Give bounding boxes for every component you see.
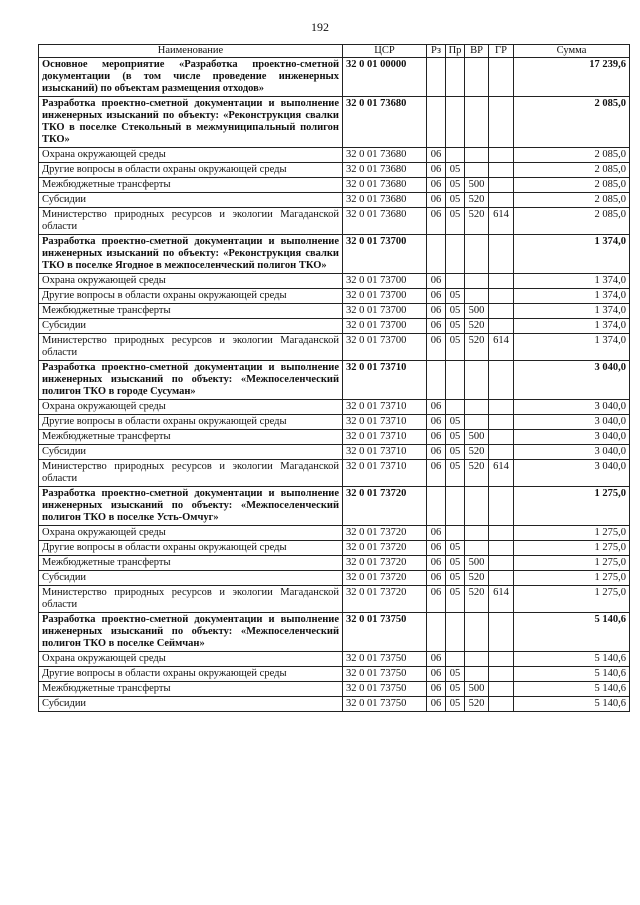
cell-pr [446,526,465,541]
cell-vr: 500 [465,304,489,319]
cell-name: Охрана окружающей среды [39,652,343,667]
cell-sum: 2 085,0 [514,208,630,235]
cell-gr [489,289,514,304]
table-header-row [39,45,630,58]
cell-csr: 32 0 01 73680 [343,97,427,148]
cell-gr: 614 [489,208,514,235]
cell-rz: 06 [427,445,446,460]
cell-csr: 32 0 01 73750 [343,613,427,652]
cell-rz: 06 [427,400,446,415]
cell-vr: 520 [465,697,489,712]
cell-gr: 614 [489,586,514,613]
table-row [39,319,630,334]
cell-sum: 2 085,0 [514,193,630,208]
cell-vr: 520 [465,445,489,460]
cell-name: Охрана окружающей среды [39,274,343,289]
header-rz: Рз [427,45,446,58]
cell-vr [465,487,489,526]
cell-name: Субсидии [39,193,343,208]
cell-csr: 32 0 01 73720 [343,541,427,556]
cell-pr: 05 [446,289,465,304]
cell-gr [489,304,514,319]
cell-csr: 32 0 01 73680 [343,208,427,235]
cell-rz: 06 [427,652,446,667]
cell-csr: 32 0 01 73700 [343,274,427,289]
cell-sum: 1 374,0 [514,319,630,334]
table-row [39,586,630,613]
cell-rz: 06 [427,571,446,586]
cell-rz [427,613,446,652]
cell-csr: 32 0 01 73700 [343,289,427,304]
cell-pr: 05 [446,178,465,193]
header-csr: ЦСР [343,45,427,58]
cell-pr: 05 [446,208,465,235]
table-row [39,361,630,400]
cell-gr [489,526,514,541]
cell-sum: 1 275,0 [514,541,630,556]
cell-csr: 32 0 01 73750 [343,682,427,697]
cell-vr: 500 [465,430,489,445]
cell-pr: 05 [446,334,465,361]
cell-name: Разработка проектно-сметной документации и выполнение инженерных изысканий по объекту: «Реконструкция свалки ТКО в поселке Ягодное в межпоселенческий полигон ТКО» [39,235,343,274]
cell-rz: 06 [427,526,446,541]
table-row [39,415,630,430]
cell-pr: 05 [446,193,465,208]
cell-rz: 06 [427,274,446,289]
cell-gr [489,430,514,445]
cell-pr: 05 [446,682,465,697]
cell-rz: 06 [427,319,446,334]
cell-pr [446,613,465,652]
cell-csr: 32 0 01 73710 [343,415,427,430]
table-row [39,682,630,697]
cell-name: Другие вопросы в области охраны окружающей среды [39,289,343,304]
cell-sum: 5 140,6 [514,613,630,652]
cell-vr: 500 [465,178,489,193]
cell-pr [446,652,465,667]
cell-csr: 32 0 01 73720 [343,571,427,586]
cell-name: Разработка проектно-сметной документации и выполнение инженерных изысканий по объекту: «Реконструкция свалки ТКО в поселке Стекольный в межмуниципальный полигон ТКО» [39,97,343,148]
table-row [39,208,630,235]
table-row [39,178,630,193]
cell-gr: 614 [489,334,514,361]
cell-csr: 32 0 01 73750 [343,697,427,712]
cell-rz [427,97,446,148]
table-row [39,97,630,148]
cell-sum: 2 085,0 [514,148,630,163]
cell-gr [489,682,514,697]
cell-sum: 17 239,6 [514,58,630,97]
cell-csr: 32 0 01 73680 [343,163,427,178]
cell-csr: 32 0 01 73750 [343,667,427,682]
cell-name: Министерство природных ресурсов и экологии Магаданской области [39,460,343,487]
table-row [39,235,630,274]
cell-gr [489,613,514,652]
cell-sum: 5 140,6 [514,652,630,667]
cell-sum: 2 085,0 [514,163,630,178]
cell-rz: 06 [427,430,446,445]
cell-pr: 05 [446,430,465,445]
cell-vr [465,97,489,148]
table-row [39,334,630,361]
cell-rz: 06 [427,586,446,613]
cell-name: Другие вопросы в области охраны окружающей среды [39,163,343,178]
cell-name: Межбюджетные трансферты [39,178,343,193]
cell-vr [465,58,489,97]
table-row [39,556,630,571]
cell-sum: 1 374,0 [514,304,630,319]
cell-rz: 06 [427,193,446,208]
cell-vr [465,289,489,304]
cell-sum: 3 040,0 [514,430,630,445]
cell-vr [465,361,489,400]
cell-name: Межбюджетные трансферты [39,430,343,445]
cell-vr [465,415,489,430]
cell-sum: 1 374,0 [514,235,630,274]
cell-csr: 32 0 01 73720 [343,556,427,571]
table-row [39,430,630,445]
cell-rz: 06 [427,667,446,682]
cell-pr: 05 [446,571,465,586]
cell-rz [427,58,446,97]
cell-sum: 5 140,6 [514,697,630,712]
table-row [39,526,630,541]
cell-name: Субсидии [39,697,343,712]
cell-pr [446,361,465,400]
cell-name: Разработка проектно-сметной документации и выполнение инженерных изысканий по объекту: «Межпоселенческий полигон ТКО в поселке Сеймчан» [39,613,343,652]
cell-name: Субсидии [39,319,343,334]
cell-vr: 520 [465,193,489,208]
cell-pr: 05 [446,586,465,613]
table-row [39,667,630,682]
cell-csr: 32 0 01 00000 [343,58,427,97]
header-name: Наименование [39,45,343,58]
table-row [39,193,630,208]
cell-csr: 32 0 01 73720 [343,586,427,613]
cell-vr: 520 [465,319,489,334]
cell-vr: 520 [465,571,489,586]
cell-pr [446,235,465,274]
cell-sum: 1 275,0 [514,571,630,586]
cell-name: Основное мероприятие «Разработка проектно-сметной документации (в том числе проведение инженерных изысканий) по объектам размещения отходов» [39,58,343,97]
cell-rz: 06 [427,682,446,697]
cell-rz: 06 [427,334,446,361]
cell-name: Другие вопросы в области охраны окружающей среды [39,415,343,430]
cell-name: Охрана окружающей среды [39,400,343,415]
cell-rz: 06 [427,556,446,571]
cell-name: Министерство природных ресурсов и экологии Магаданской области [39,208,343,235]
cell-gr: 614 [489,460,514,487]
cell-vr: 520 [465,334,489,361]
cell-gr [489,487,514,526]
cell-gr [489,163,514,178]
cell-sum: 1 374,0 [514,274,630,289]
cell-csr: 32 0 01 73680 [343,178,427,193]
cell-rz: 06 [427,415,446,430]
cell-gr [489,400,514,415]
cell-vr [465,667,489,682]
cell-pr: 05 [446,460,465,487]
cell-vr: 500 [465,556,489,571]
cell-sum: 5 140,6 [514,667,630,682]
cell-pr: 05 [446,445,465,460]
cell-rz: 06 [427,697,446,712]
cell-name: Министерство природных ресурсов и экологии Магаданской области [39,334,343,361]
cell-vr [465,235,489,274]
cell-gr [489,415,514,430]
cell-rz: 06 [427,460,446,487]
cell-vr: 500 [465,682,489,697]
cell-csr: 32 0 01 73700 [343,334,427,361]
table-row [39,274,630,289]
cell-rz: 06 [427,208,446,235]
cell-pr [446,97,465,148]
cell-gr [489,652,514,667]
cell-csr: 32 0 01 73700 [343,235,427,274]
cell-vr: 520 [465,208,489,235]
cell-rz: 06 [427,148,446,163]
header-sum: Сумма [514,45,630,58]
cell-csr: 32 0 01 73680 [343,148,427,163]
cell-pr: 05 [446,556,465,571]
table-row [39,613,630,652]
cell-vr [465,148,489,163]
cell-pr [446,274,465,289]
cell-csr: 32 0 01 73680 [343,193,427,208]
cell-sum: 5 140,6 [514,682,630,697]
cell-vr [465,400,489,415]
cell-pr: 05 [446,415,465,430]
cell-pr: 05 [446,541,465,556]
cell-csr: 32 0 01 73710 [343,361,427,400]
cell-rz: 06 [427,304,446,319]
cell-vr [465,163,489,178]
cell-rz: 06 [427,163,446,178]
cell-pr: 05 [446,304,465,319]
cell-sum: 3 040,0 [514,445,630,460]
table-row [39,652,630,667]
cell-rz: 06 [427,541,446,556]
table-row [39,304,630,319]
cell-gr [489,148,514,163]
cell-name: Межбюджетные трансферты [39,556,343,571]
cell-name: Другие вопросы в области охраны окружающей среды [39,541,343,556]
cell-sum: 1 275,0 [514,586,630,613]
cell-csr: 32 0 01 73710 [343,445,427,460]
cell-gr [489,235,514,274]
cell-gr [489,274,514,289]
cell-csr: 32 0 01 73720 [343,487,427,526]
cell-csr: 32 0 01 73700 [343,304,427,319]
cell-csr: 32 0 01 73750 [343,652,427,667]
cell-sum: 2 085,0 [514,178,630,193]
cell-gr [489,193,514,208]
cell-sum: 2 085,0 [514,97,630,148]
table-row [39,571,630,586]
cell-sum: 3 040,0 [514,361,630,400]
cell-sum: 1 275,0 [514,526,630,541]
cell-vr [465,652,489,667]
cell-sum: 3 040,0 [514,415,630,430]
cell-name: Субсидии [39,571,343,586]
table-row [39,58,630,97]
cell-name: Разработка проектно-сметной документации и выполнение инженерных изысканий по объекту: «Межпоселенческий полигон ТКО в городе Сусуман» [39,361,343,400]
cell-vr [465,613,489,652]
cell-pr: 05 [446,667,465,682]
cell-name: Охрана окружающей среды [39,148,343,163]
cell-sum: 3 040,0 [514,400,630,415]
cell-rz: 06 [427,289,446,304]
cell-vr: 520 [465,586,489,613]
cell-sum: 1 275,0 [514,487,630,526]
header-vr: ВР [465,45,489,58]
cell-pr [446,400,465,415]
table-row [39,697,630,712]
cell-name: Другие вопросы в области охраны окружающей среды [39,667,343,682]
header-gr: ГР [489,45,514,58]
cell-vr [465,541,489,556]
cell-rz [427,487,446,526]
cell-pr: 05 [446,163,465,178]
cell-gr [489,445,514,460]
table-row [39,445,630,460]
cell-gr [489,667,514,682]
table-row [39,541,630,556]
cell-pr [446,148,465,163]
cell-csr: 32 0 01 73710 [343,430,427,445]
cell-rz: 06 [427,178,446,193]
cell-gr [489,556,514,571]
cell-gr [489,361,514,400]
cell-rz [427,361,446,400]
cell-csr: 32 0 01 73710 [343,400,427,415]
table-row [39,460,630,487]
cell-name: Межбюджетные трансферты [39,304,343,319]
cell-pr: 05 [446,697,465,712]
cell-name: Министерство природных ресурсов и экологии Магаданской области [39,586,343,613]
cell-gr [489,97,514,148]
header-pr: Пр [446,45,465,58]
cell-gr [489,58,514,97]
cell-name: Межбюджетные трансферты [39,682,343,697]
cell-sum: 3 040,0 [514,460,630,487]
cell-name: Субсидии [39,445,343,460]
cell-csr: 32 0 01 73710 [343,460,427,487]
cell-sum: 1 374,0 [514,334,630,361]
table-row [39,163,630,178]
cell-sum: 1 374,0 [514,289,630,304]
table-row [39,148,630,163]
page-number: 192 [311,20,329,34]
cell-csr: 32 0 01 73720 [343,526,427,541]
budget-table [38,44,630,712]
cell-gr [489,319,514,334]
cell-sum: 1 275,0 [514,556,630,571]
table-row [39,400,630,415]
cell-vr [465,526,489,541]
cell-pr [446,58,465,97]
cell-gr [489,178,514,193]
cell-name: Разработка проектно-сметной документации и выполнение инженерных изысканий по объекту: «Межпоселенческий полигон ТКО в поселке Усть-Омчуг» [39,487,343,526]
cell-gr [489,541,514,556]
cell-gr [489,697,514,712]
cell-vr: 520 [465,460,489,487]
cell-vr [465,274,489,289]
table-row [39,289,630,304]
cell-csr: 32 0 01 73700 [343,319,427,334]
cell-pr: 05 [446,319,465,334]
cell-name: Охрана окружающей среды [39,526,343,541]
cell-pr [446,487,465,526]
cell-gr [489,571,514,586]
cell-rz [427,235,446,274]
table-row [39,487,630,526]
